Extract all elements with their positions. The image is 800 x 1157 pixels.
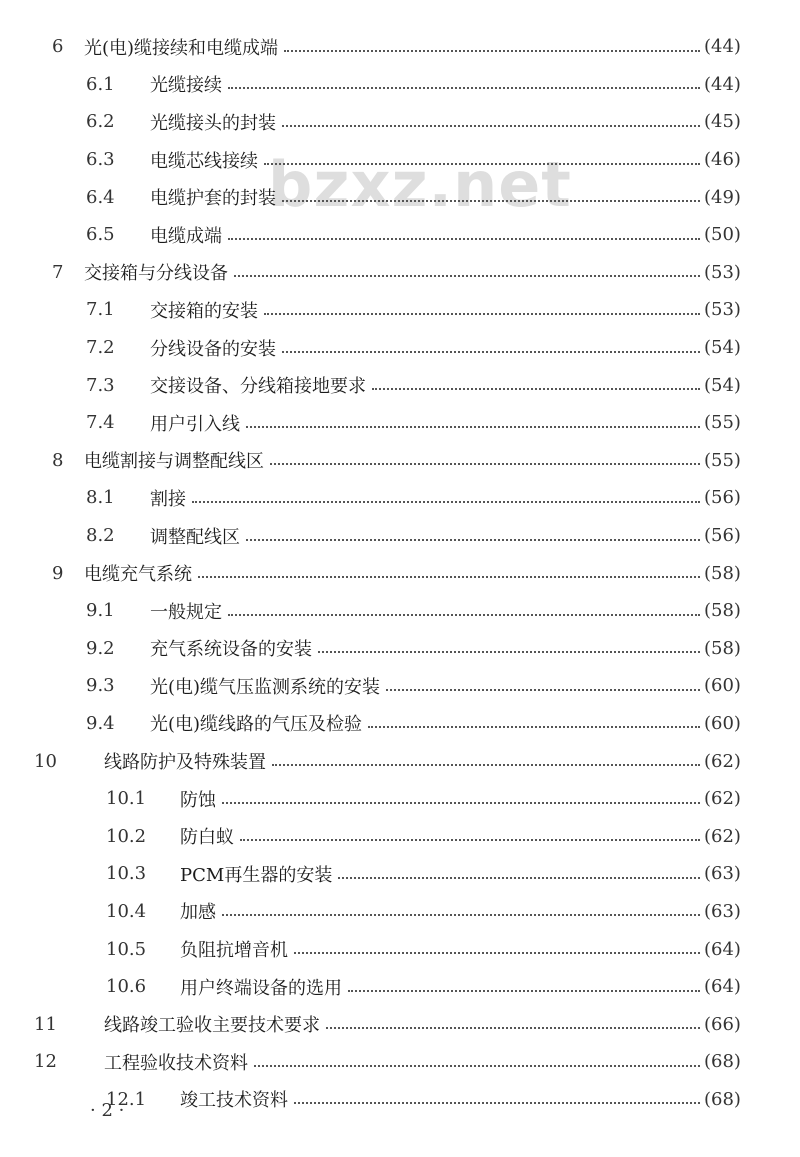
dot-leader (270, 463, 700, 465)
toc-entry (0, 780, 800, 818)
toc-entry-page: (63) (704, 863, 741, 885)
toc-entry (0, 554, 800, 592)
toc-entry-page: (60) (704, 712, 741, 734)
toc-entry-number: 9.2 (86, 637, 115, 659)
toc-entry-page: (53) (704, 299, 741, 321)
toc-entry (0, 1005, 800, 1043)
toc-entry-page: (55) (704, 412, 741, 434)
toc-entry (0, 517, 800, 555)
toc-entry-page: (62) (704, 825, 741, 847)
toc-entry-page: (56) (704, 525, 741, 547)
toc-entry-number: 12 (34, 1051, 57, 1073)
dot-leader (272, 764, 700, 766)
dot-leader (198, 576, 700, 578)
dot-leader (386, 689, 700, 691)
toc-entry-number: 10.1 (106, 788, 147, 810)
toc-entry-page: (62) (704, 788, 741, 810)
toc-entry-title: 电缆护套的封装 (150, 188, 276, 210)
toc-entry (0, 178, 800, 216)
toc-entry-title: 线路防护及特殊装置 (104, 752, 266, 774)
toc-entry (0, 216, 800, 254)
toc-entry-number: 10.2 (106, 825, 147, 847)
dot-leader (338, 877, 700, 879)
toc-entry-number: 9.4 (86, 712, 115, 734)
toc-entry-title: 电缆成端 (150, 225, 222, 247)
toc-entry-number: 10.5 (106, 938, 147, 960)
dot-leader (282, 351, 700, 353)
dot-leader (234, 275, 700, 277)
toc-entry-page: (58) (704, 562, 741, 584)
dot-leader (294, 1102, 700, 1104)
toc-entry-title: 负阻抗增音机 (180, 940, 288, 962)
toc-entry (0, 442, 800, 480)
toc-entry (0, 479, 800, 517)
dot-leader (192, 501, 700, 503)
toc-entry-page: (58) (704, 600, 741, 622)
toc-entry (0, 329, 800, 367)
dot-leader (372, 388, 700, 390)
toc-entry-page: (68) (704, 1088, 741, 1110)
toc-entry-page: (55) (704, 449, 741, 471)
dot-leader (264, 163, 700, 165)
toc-entry-title: 电缆充气系统 (84, 564, 192, 586)
toc-entry-number: 7.1 (86, 299, 115, 321)
toc-entry-number: 8.2 (86, 525, 115, 547)
dot-leader (254, 1065, 700, 1067)
toc-entry (0, 291, 800, 329)
toc-entry (0, 968, 800, 1006)
toc-entry (0, 103, 800, 141)
toc-entry-page: (58) (704, 637, 741, 659)
toc-entry-title: 线路竣工验收主要技术要求 (104, 1015, 320, 1037)
dot-leader (222, 914, 700, 916)
toc-entry-title: 光缆接续 (150, 75, 222, 97)
toc-entry-title: 防蚀 (180, 789, 216, 811)
toc-entry-title: 光缆接头的封装 (150, 112, 276, 134)
toc-entry-number: 11 (34, 1013, 57, 1035)
toc-entry (0, 893, 800, 931)
toc-entry-number: 9.3 (86, 675, 115, 697)
toc-entry-page: (56) (704, 487, 741, 509)
toc-entry (0, 630, 800, 668)
toc-entry-page: (66) (704, 1013, 741, 1035)
dot-leader (326, 1027, 700, 1029)
toc-entry-title: 光(电)缆气压监测系统的安装 (150, 676, 381, 698)
toc-entry-title: 光(电)缆接续和电缆成端 (84, 37, 279, 59)
dot-leader (246, 539, 700, 541)
toc-entry (0, 66, 800, 104)
toc-entry (0, 930, 800, 968)
toc-entry-title: 交接设备、分线箱接地要求 (150, 376, 366, 398)
toc-entry-number: 8 (52, 449, 64, 471)
toc-entry-page: (44) (704, 73, 741, 95)
toc-entry-page: (50) (704, 224, 741, 246)
dot-leader (240, 839, 700, 841)
toc-entry-page: (45) (704, 111, 741, 133)
toc-entry-page: (68) (704, 1051, 741, 1073)
toc-entry (0, 592, 800, 630)
toc-entry-number: 10.4 (106, 900, 147, 922)
toc-entry-number: 7.3 (86, 374, 115, 396)
toc-entry (0, 28, 800, 66)
dot-leader (368, 726, 700, 728)
toc-entry-number: 10.6 (106, 976, 147, 998)
toc-entry-number: 6.1 (86, 73, 115, 95)
dot-leader (222, 802, 700, 804)
toc-entry-number: 8.1 (86, 487, 115, 509)
toc-entry (0, 404, 800, 442)
toc-entry (0, 366, 800, 404)
toc-entry-number: 10 (34, 750, 57, 772)
toc-entry-title: 交接箱与分线设备 (84, 263, 228, 285)
toc-entry-page: (62) (704, 750, 741, 772)
toc-entry-page: (63) (704, 900, 741, 922)
toc-entry-title: PCM再生器的安装 (180, 864, 333, 886)
watermark: bzxz.net (268, 148, 572, 221)
toc-entry-title: 充气系统设备的安装 (150, 639, 312, 661)
toc-entry (0, 1043, 800, 1081)
toc-entry-title: 电缆割接与调整配线区 (84, 451, 264, 473)
toc-entry-page: (64) (704, 938, 741, 960)
toc-entry-number: 12.1 (106, 1088, 147, 1110)
toc-entry-page: (60) (704, 675, 741, 697)
toc-entry-number: 9 (52, 562, 64, 584)
toc-entry-title: 用户终端设备的选用 (180, 977, 342, 999)
toc-entry (0, 141, 800, 179)
toc-entry-title: 调整配线区 (150, 526, 240, 548)
toc-entry-title: 工程验收技术资料 (104, 1052, 248, 1074)
toc-entry-number: 6.2 (86, 111, 115, 133)
toc-entry-title: 加感 (180, 902, 216, 924)
dot-leader (264, 313, 700, 315)
toc-entry-page: (54) (704, 337, 741, 359)
toc-entry-page: (54) (704, 374, 741, 396)
toc-entry-title: 防白蚁 (180, 827, 234, 849)
toc-entry-title: 分线设备的安装 (150, 338, 276, 360)
toc-entry-number: 6.3 (86, 149, 115, 171)
toc-entry-page: (46) (704, 149, 741, 171)
toc-entry-title: 割接 (150, 488, 186, 510)
toc-entry-number: 9.1 (86, 600, 115, 622)
toc-entry-number: 6.5 (86, 224, 115, 246)
toc-entry-number: 10.3 (106, 863, 147, 885)
toc-entry (0, 742, 800, 780)
toc-entry-title: 电缆芯线接续 (150, 150, 258, 172)
dot-leader (228, 614, 700, 616)
toc-entry-number: 7.2 (86, 337, 115, 359)
dot-leader (348, 990, 700, 992)
dot-leader (282, 125, 700, 127)
toc-entry-number: 6 (52, 36, 64, 58)
dot-leader (318, 651, 700, 653)
toc-entry-title: 光(电)缆线路的气压及检验 (150, 714, 363, 736)
dot-leader (294, 952, 700, 954)
toc-entry-title: 竣工技术资料 (180, 1090, 288, 1112)
dot-leader (228, 238, 700, 240)
toc-entry-page: (64) (704, 976, 741, 998)
toc-entry-title: 一般规定 (150, 601, 222, 623)
toc-entry-number: 7.4 (86, 412, 115, 434)
dot-leader (228, 87, 700, 89)
toc-entry-title: 交接箱的安装 (150, 300, 258, 322)
toc-entry-page: (49) (704, 186, 741, 208)
dot-leader (284, 50, 700, 52)
toc-entry (0, 817, 800, 855)
toc-entry-page: (44) (704, 36, 741, 58)
toc-entry-title: 用户引入线 (150, 413, 240, 435)
dot-leader (246, 426, 700, 428)
page-number-footer: · 2 · (90, 1100, 125, 1121)
toc-entry-number: 6.4 (86, 186, 115, 208)
table-of-contents (0, 28, 800, 1118)
dot-leader (282, 200, 700, 202)
toc-entry (0, 254, 800, 292)
toc-entry (0, 667, 800, 705)
toc-entry (0, 705, 800, 743)
toc-entry (0, 855, 800, 893)
toc-entry-number: 7 (52, 261, 64, 283)
toc-entry-page: (53) (704, 261, 741, 283)
